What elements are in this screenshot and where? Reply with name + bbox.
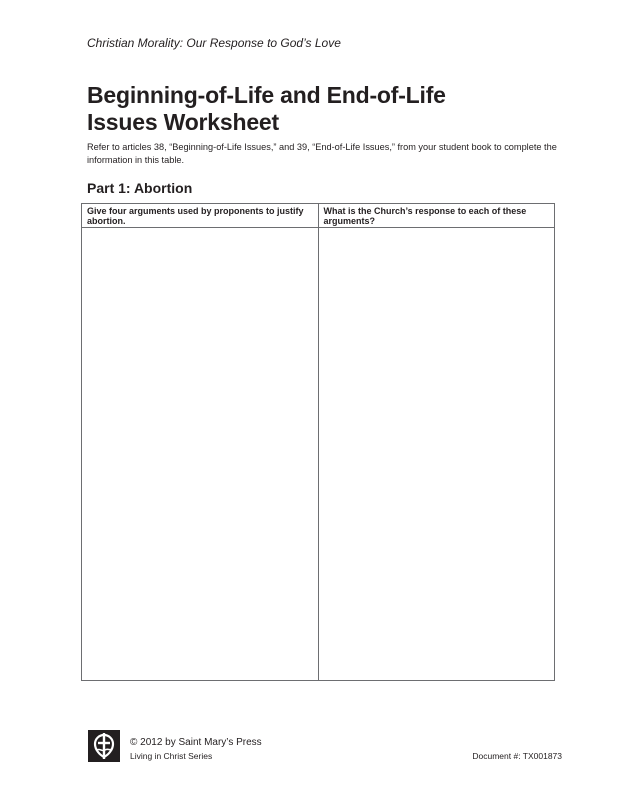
series-name-text: Living in Christ Series bbox=[130, 751, 213, 761]
arguments-answer-area[interactable] bbox=[82, 228, 318, 680]
saint-marys-press-logo-icon bbox=[88, 730, 120, 762]
arguments-column bbox=[82, 204, 318, 680]
abortion-worksheet-table bbox=[81, 203, 555, 681]
worksheet-title bbox=[87, 82, 446, 136]
worksheet-title-line-2: Issues Worksheet bbox=[87, 109, 279, 135]
document-number: Document #: TX001873 bbox=[472, 751, 562, 761]
church-response-answer-area[interactable] bbox=[319, 228, 555, 680]
part-1-heading: Part 1: Abortion bbox=[87, 180, 193, 196]
series-header: Christian Morality: Our Response to God’s Love bbox=[87, 36, 341, 50]
arguments-column-header: Give four arguments used by proponents to justify abortion. bbox=[82, 204, 318, 228]
church-response-column bbox=[318, 204, 555, 680]
instructions-text: Refer to articles 38, “Beginning-of-Life Issues,” and 39, “End-of-Life Issues,” from your student book to complete the information in this table. bbox=[87, 142, 557, 165]
worksheet-title-line-1: Beginning-of-Life and End-of-Life bbox=[87, 82, 446, 108]
copyright-text: © 2012 by Saint Mary’s Press bbox=[130, 737, 262, 748]
church-response-column-header: What is the Church’s response to each of these arguments? bbox=[319, 204, 555, 228]
